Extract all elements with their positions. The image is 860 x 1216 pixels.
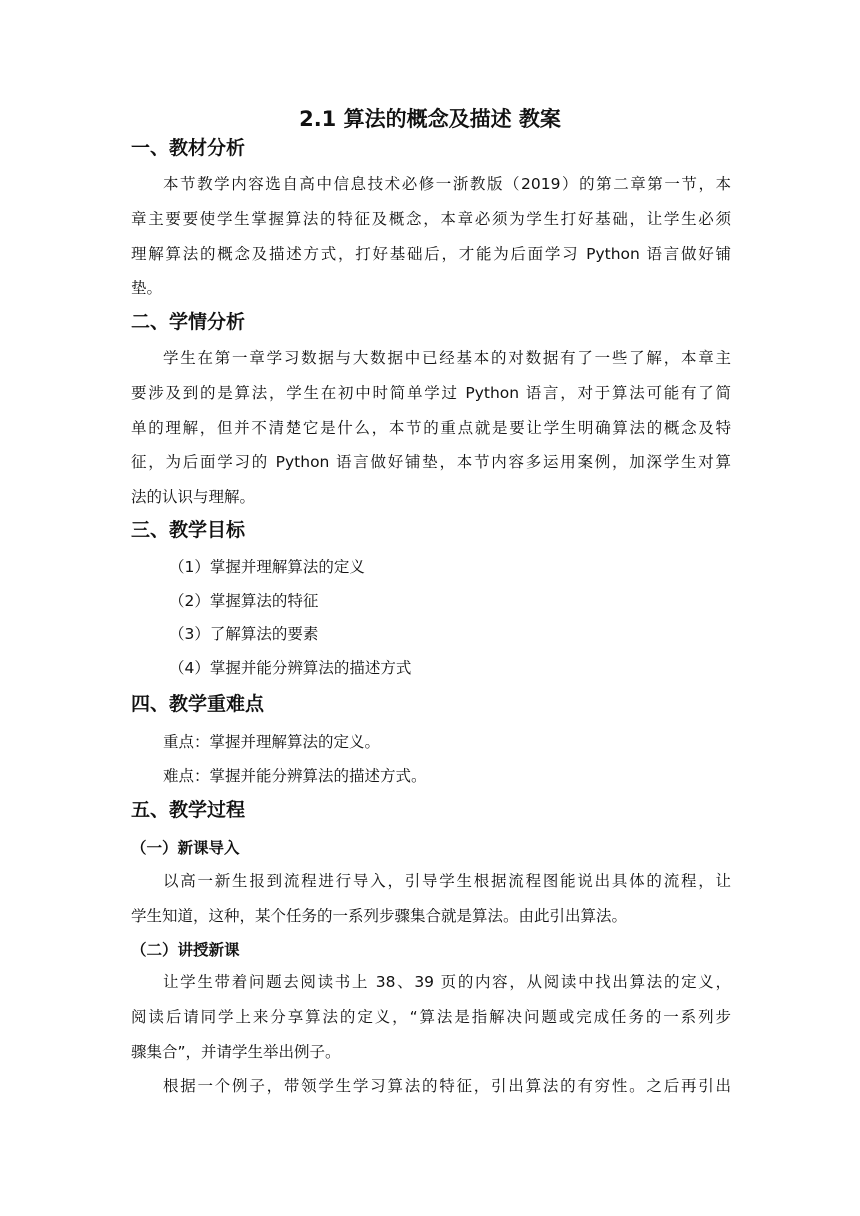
goal-item: （4）掌握并能分辨算法的描述方式 <box>169 659 412 677</box>
paragraph-textbook-analysis <box>131 167 731 306</box>
section-heading-student-analysis: 二、学情分析 <box>131 311 246 333</box>
paragraph-line: 单的理解，但并不清楚它是什么，本节的重点就是要让学生明确算法的概念及特 <box>131 418 731 437</box>
goal-item: （1）掌握并理解算法的定义 <box>169 558 365 576</box>
paragraph-line: 本节教学内容选自高中信息技术必修一浙教版（2019）的第二章第一节，本 <box>163 175 731 193</box>
document-title: 2.1 算法的概念及描述 教案 <box>299 107 561 131</box>
paragraph-line: 垫。 <box>131 279 163 298</box>
section-heading-teaching-goals: 三、教学目标 <box>131 519 246 541</box>
paragraph-line: 让学生带着问题去阅读书上 38、39 页的内容，从阅读中找出算法的定义， <box>163 973 731 991</box>
paragraph-teaching-new-lesson-2 <box>131 1069 731 1104</box>
paragraph-line: 学生知道，这种，某个任务的一系列步骤集合就是算法。由此引出算法。 <box>131 906 628 925</box>
paragraph-new-lesson-intro <box>131 864 731 934</box>
paragraph-teaching-new-lesson-1 <box>131 965 731 1069</box>
subsection-heading-new-lesson-intro: （一）新课导入 <box>131 839 240 857</box>
goal-item: （3）了解算法的要素 <box>169 625 319 643</box>
paragraph-line: 阅读后请同学上来分享算法的定义，“算法是指解决问题或完成任务的一系列步 <box>131 1007 731 1026</box>
paragraph-line: 骤集合”，并请学生举出例子。 <box>131 1042 341 1061</box>
paragraph-line: 征，为后面学习的 Python 语言做好铺垫，本节内容多运用案例，加深学生对算 <box>131 453 731 472</box>
subsection-heading-teaching-new-lesson: （二）讲授新课 <box>131 941 240 959</box>
paragraph-line: 理解算法的概念及描述方式，打好基础后，才能为后面学习 Python 语言做好铺 <box>131 244 731 263</box>
paragraph-line: 要涉及到的是算法，学生在初中时简单学过 Python 语言，对于算法可能有了简 <box>131 383 731 402</box>
paragraph-line: 法的认识与理解。 <box>131 488 256 507</box>
section-heading-key-difficult-points: 四、教学重难点 <box>131 693 265 715</box>
goal-item: （2）掌握算法的特征 <box>169 592 319 610</box>
section-heading-teaching-process: 五、教学过程 <box>131 799 246 821</box>
paragraph-student-analysis <box>131 341 731 515</box>
paragraph-line: 学生在第一章学习数据与大数据中已经基本的对数据有了一些了解，本章主 <box>163 349 731 367</box>
section-heading-textbook-analysis: 一、教材分析 <box>131 137 246 159</box>
paragraph-line: 根据一个例子，带领学生学习算法的特征，引出算法的有穷性。之后再引出 <box>163 1077 731 1095</box>
difficult-point-text: 难点：掌握并能分辨算法的描述方式。 <box>163 767 427 785</box>
paragraph-line: 以高一新生报到流程进行导入，引导学生根据流程图能说出具体的流程，让 <box>163 872 731 890</box>
paragraph-line: 章主要要使学生掌握算法的特征及概念，本章必须为学生打好基础，让学生必须 <box>131 209 731 228</box>
key-point-text: 重点：掌握并理解算法的定义。 <box>163 733 381 751</box>
